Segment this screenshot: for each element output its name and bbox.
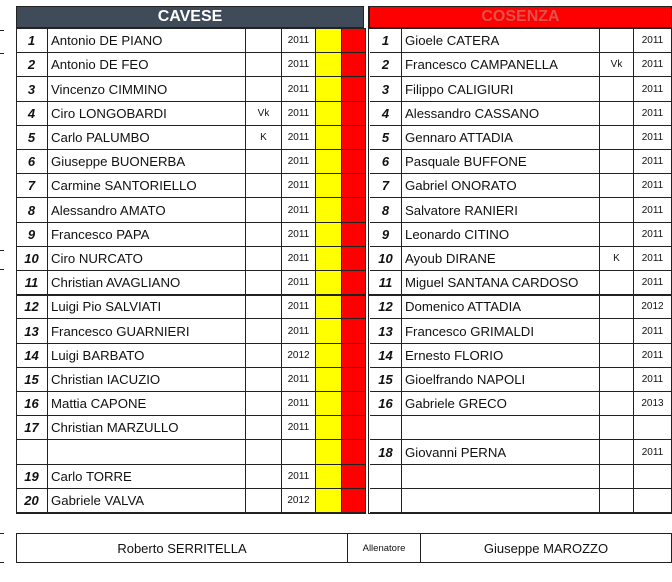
home-player-year: 2011 [282,53,316,77]
home-player-number: 1 [16,29,48,53]
home-substitutes-divider [16,294,366,296]
away-player-number: 6 [370,150,402,174]
away-player-role [600,392,634,416]
away-player-role [600,223,634,247]
away-player-name: Gabriel ONORATO [402,174,600,198]
home-player-year: 2011 [282,102,316,126]
home-player-number: 13 [16,319,48,344]
home-player-year: 2011 [282,198,316,223]
away-player-role: Vk [600,53,634,77]
home-red-card-cell [342,465,366,489]
away-player-number: 12 [370,295,402,319]
away-player-role [600,198,634,223]
home-red-card-cell [342,368,366,392]
away-player-year [634,489,672,513]
away-player-year: 2011 [634,198,672,223]
away-player-year: 2011 [634,102,672,126]
home-player-role [246,271,282,295]
home-red-card-cell [342,102,366,126]
home-yellow-card-cell [316,174,342,198]
home-player-year: 2011 [282,223,316,247]
home-red-card-cell [342,319,366,344]
away-player-year: 2011 [634,247,672,271]
home-player-name: Christian IACUZIO [48,368,246,392]
away-player-role [600,440,634,465]
adjacent-sheet-edge [0,30,4,54]
away-player-name [402,416,600,440]
home-player-year: 2011 [282,150,316,174]
home-player-role [246,295,282,319]
away-player-role [600,29,634,53]
home-yellow-card-cell [316,271,342,295]
home-player-role [246,489,282,513]
home-coach-name: Roberto SERRITELLA [117,540,247,556]
home-yellow-card-cell [316,53,342,77]
away-player-role [600,489,634,513]
away-player-year [634,465,672,489]
home-player-role: K [246,126,282,150]
home-yellow-card-cell [316,392,342,416]
home-yellow-card-cell [316,247,342,271]
home-player-year [282,440,316,465]
away-player-year: 2011 [634,271,672,295]
home-player-name: Antonio DE FEO [48,53,246,77]
home-player-role [246,53,282,77]
home-player-year: 2011 [282,29,316,53]
home-player-name: Francesco PAPA [48,223,246,247]
home-player-role [246,440,282,465]
away-player-role [600,77,634,102]
home-player-number: 7 [16,174,48,198]
away-player-name: Domenico ATTADIA [402,295,600,319]
away-player-number: 1 [370,29,402,53]
home-red-card-cell [342,29,366,53]
home-player-number: 5 [16,126,48,150]
home-player-role [246,198,282,223]
away-player-year: 2013 [634,392,672,416]
home-player-number [16,440,48,465]
away-player-name: Salvatore RANIERI [402,198,600,223]
home-player-role [246,465,282,489]
away-player-year: 2011 [634,77,672,102]
home-yellow-card-cell [316,126,342,150]
home-player-role [246,392,282,416]
home-player-role [246,247,282,271]
away-player-role [600,150,634,174]
home-yellow-card-cell [316,368,342,392]
away-team-header: COSENZA [368,6,672,28]
away-player-year: 2011 [634,440,672,465]
home-red-card-cell [342,271,366,295]
away-player-name: Ayoub DIRANE [402,247,600,271]
away-player-year: 2011 [634,319,672,344]
home-player-role [246,368,282,392]
home-red-card-cell [342,198,366,223]
away-player-number: 2 [370,53,402,77]
home-player-year: 2012 [282,344,316,368]
home-player-number: 15 [16,368,48,392]
home-player-name: Carmine SANTORIELLO [48,174,246,198]
away-player-name: Miguel SANTANA CARDOSO [402,271,600,295]
away-player-year: 2011 [634,126,672,150]
home-red-card-cell [342,489,366,513]
home-player-year: 2011 [282,319,316,344]
home-red-card-cell [342,295,366,319]
home-red-card-cell [342,77,366,102]
home-yellow-card-cell [316,465,342,489]
home-player-role [246,223,282,247]
away-player-number: 15 [370,368,402,392]
home-player-year: 2011 [282,247,316,271]
home-player-year: 2011 [282,392,316,416]
home-player-year: 2012 [282,489,316,513]
home-yellow-card-cell [316,344,342,368]
home-player-number: 4 [16,102,48,126]
home-player-year: 2011 [282,271,316,295]
away-player-number: 13 [370,319,402,344]
away-player-year [634,416,672,440]
away-player-year: 2011 [634,150,672,174]
away-player-name [402,489,600,513]
away-player-role [600,271,634,295]
away-player-role [600,344,634,368]
home-player-number: 17 [16,416,48,440]
away-player-name [402,465,600,489]
home-yellow-card-cell [316,150,342,174]
away-coach-name: Giuseppe MAROZZO [483,540,609,556]
home-player-name: Alessandro AMATO [48,198,246,223]
home-player-name: Francesco GUARNIERI [48,319,246,344]
home-yellow-card-cell [316,295,342,319]
home-player-year: 2011 [282,126,316,150]
home-player-role [246,150,282,174]
home-yellow-card-cell [316,440,342,465]
away-player-role [600,295,634,319]
home-player-number: 9 [16,223,48,247]
away-player-name: Gabriele GRECO [402,392,600,416]
away-player-number: 18 [370,440,402,465]
away-player-year: 2011 [634,29,672,53]
home-yellow-card-cell [316,489,342,513]
home-player-name: Gabriele VALVA [48,489,246,513]
away-player-name: Gioele CATERA [402,29,600,53]
home-player-role [246,29,282,53]
home-red-card-cell [342,126,366,150]
home-red-card-cell [342,150,366,174]
away-player-role [600,416,634,440]
away-player-number: 3 [370,77,402,102]
home-player-number: 14 [16,344,48,368]
away-player-role [600,368,634,392]
away-player-year: 2011 [634,53,672,77]
home-player-number: 3 [16,77,48,102]
home-player-name: Christian AVAGLIANO [48,271,246,295]
away-player-year: 2011 [634,344,672,368]
home-player-number: 19 [16,465,48,489]
away-player-year: 2012 [634,295,672,319]
away-player-name: Francesco CAMPANELLA [402,53,600,77]
home-player-role [246,416,282,440]
home-player-role [246,344,282,368]
home-player-year: 2011 [282,416,316,440]
away-player-name: Ernesto FLORIO [402,344,600,368]
home-player-name: Giuseppe BUONERBA [48,150,246,174]
home-player-name: Vincenzo CIMMINO [48,77,246,102]
away-player-role: K [600,247,634,271]
home-player-role: Vk [246,102,282,126]
home-player-year: 2011 [282,465,316,489]
home-player-name: Carlo PALUMBO [48,126,246,150]
home-player-name: Mattia CAPONE [48,392,246,416]
away-player-number: 11 [370,271,402,295]
home-player-name: Antonio DE PIANO [48,29,246,53]
home-player-year: 2011 [282,295,316,319]
home-yellow-card-cell [316,416,342,440]
home-player-number: 12 [16,295,48,319]
away-player-name: Gennaro ATTADIA [402,126,600,150]
home-player-name: Luigi Pio SALVIATI [48,295,246,319]
home-player-year: 2011 [282,368,316,392]
home-player-number: 2 [16,53,48,77]
away-player-number: 7 [370,174,402,198]
away-player-year: 2011 [634,223,672,247]
home-yellow-card-cell [316,319,342,344]
away-player-number: 14 [370,344,402,368]
away-player-number: 10 [370,247,402,271]
away-player-number: 9 [370,223,402,247]
home-yellow-card-cell [316,198,342,223]
home-red-card-cell [342,416,366,440]
home-player-number: 20 [16,489,48,513]
away-player-year: 2011 [634,368,672,392]
home-player-number: 6 [16,150,48,174]
home-player-name: Christian MARZULLO [48,416,246,440]
home-player-number: 8 [16,198,48,223]
away-player-role [600,319,634,344]
away-player-name: Giovanni PERNA [402,440,600,465]
away-player-name: Pasquale BUFFONE [402,150,600,174]
home-red-card-cell [342,392,366,416]
adjacent-sheet-edge [0,533,4,563]
home-yellow-card-cell [316,102,342,126]
away-player-name: Leonardo CITINO [402,223,600,247]
home-red-card-cell [342,223,366,247]
home-yellow-card-cell [316,77,342,102]
away-player-role [600,174,634,198]
away-substitutes-divider [368,294,672,296]
adjacent-sheet-edge [0,250,4,270]
away-player-year: 2011 [634,174,672,198]
home-player-name: Ciro LONGOBARDI [48,102,246,126]
home-red-card-cell [342,174,366,198]
away-player-number [370,465,402,489]
away-player-role [600,102,634,126]
away-player-number: 16 [370,392,402,416]
home-player-year: 2011 [282,77,316,102]
away-player-name: Gioelfrando NAPOLI [402,368,600,392]
home-player-number: 10 [16,247,48,271]
home-yellow-card-cell [316,223,342,247]
home-red-card-cell [342,53,366,77]
home-player-role [246,77,282,102]
home-yellow-card-cell [316,29,342,53]
home-player-role [246,319,282,344]
home-team-header: CAVESE [16,6,364,28]
away-player-name: Francesco GRIMALDI [402,319,600,344]
away-player-name: Alessandro CASSANO [402,102,600,126]
coach-label: Allenatore [347,534,421,562]
home-red-card-cell [342,440,366,465]
home-player-name: Ciro NURCATO [48,247,246,271]
home-player-name: Carlo TORRE [48,465,246,489]
away-player-number: 8 [370,198,402,223]
home-player-role [246,174,282,198]
away-player-name: Filippo CALIGIURI [402,77,600,102]
away-player-number: 5 [370,126,402,150]
away-player-number [370,416,402,440]
away-player-number [370,489,402,513]
away-player-role [600,465,634,489]
home-player-year: 2011 [282,174,316,198]
coach-row [16,533,672,563]
away-player-number: 4 [370,102,402,126]
away-player-role [600,126,634,150]
home-player-number: 11 [16,271,48,295]
home-red-card-cell [342,344,366,368]
home-player-name: Luigi BARBATO [48,344,246,368]
home-player-number: 16 [16,392,48,416]
home-player-name [48,440,246,465]
home-red-card-cell [342,247,366,271]
